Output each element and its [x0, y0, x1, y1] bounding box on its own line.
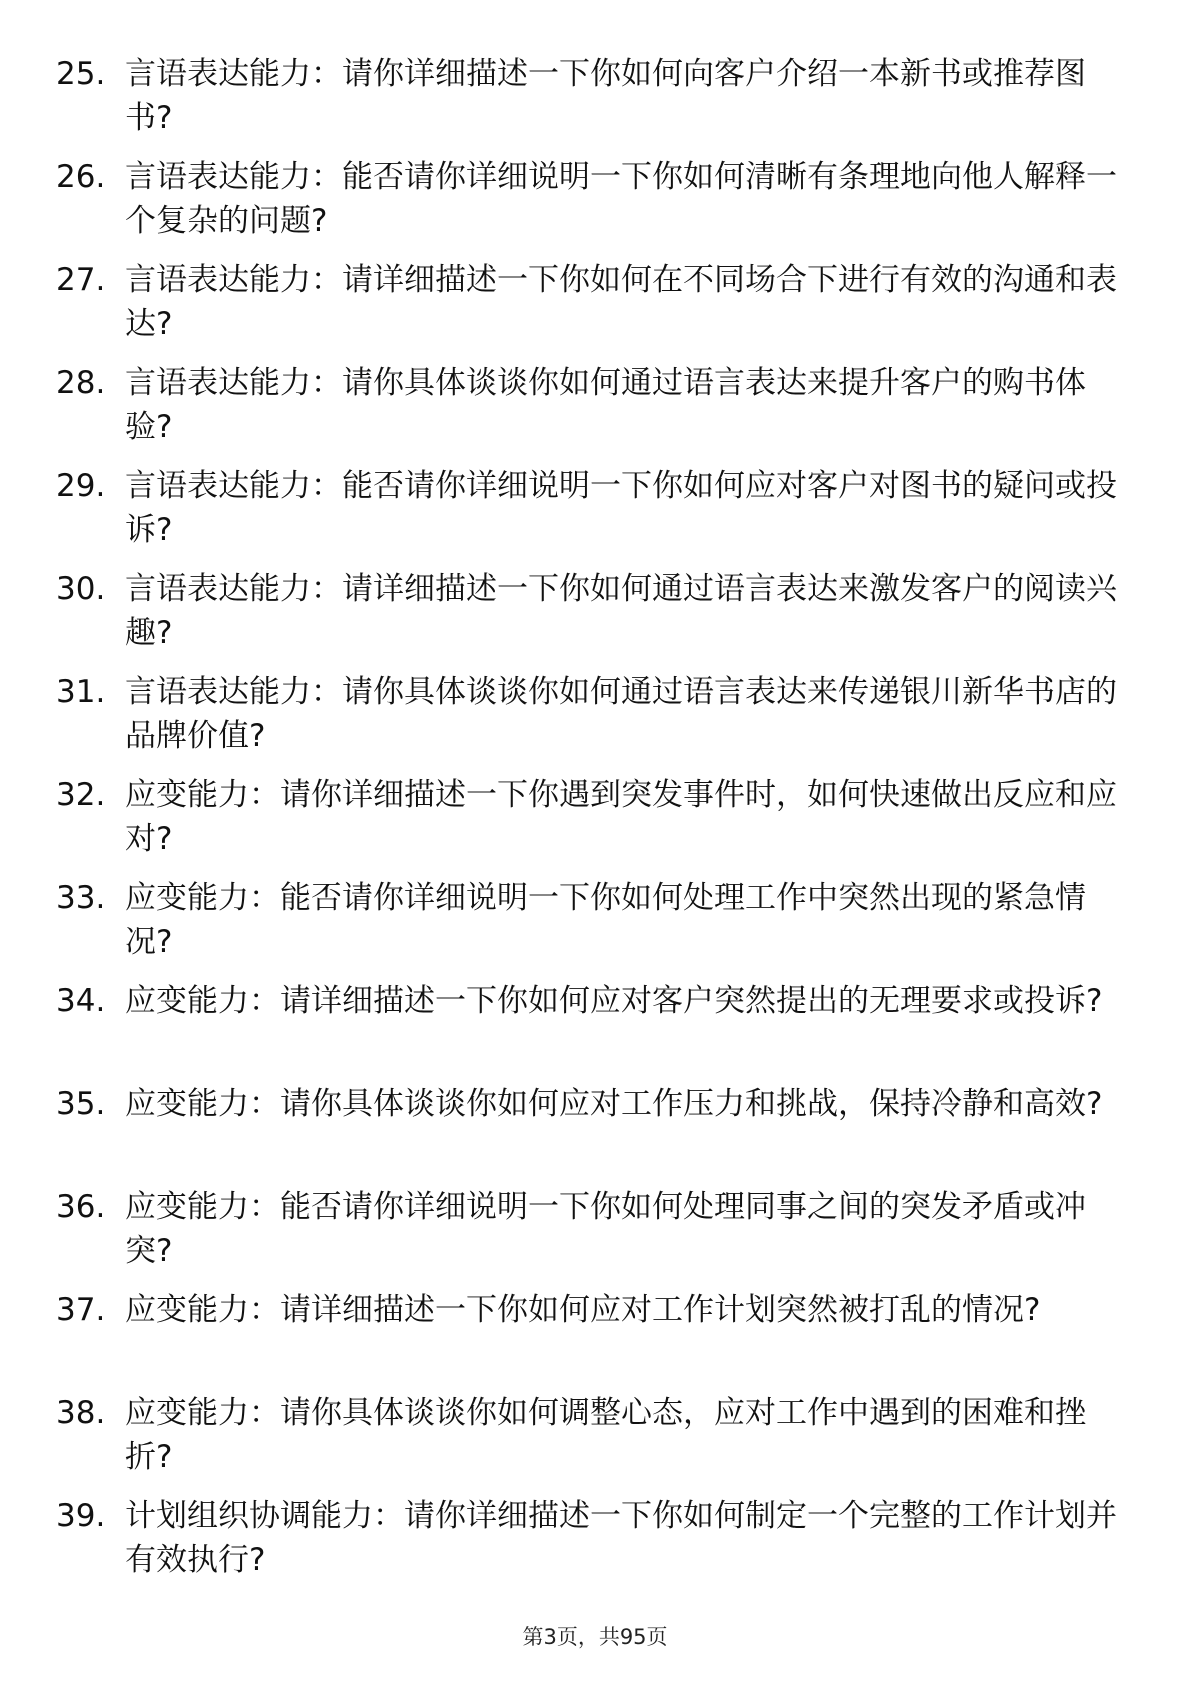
question-item — [0, 258, 1190, 361]
question-text: 应变能力：请详细描述一下你如何应对客户突然提出的无理要求或投诉? — [125, 983, 1103, 1019]
question-number: 30. — [56, 571, 106, 607]
question-number: 27. — [56, 262, 106, 298]
question-number: 25. — [56, 56, 106, 92]
question-item — [0, 979, 1190, 1082]
question-item — [0, 567, 1190, 670]
question-text: 言语表达能力：请你详细描述一下你如何向客户介绍一本新书或推荐图书? — [125, 56, 1086, 136]
question-text: 言语表达能力：请你具体谈谈你如何通过语言表达来提升客户的购书体验? — [125, 365, 1086, 445]
question-number: 38. — [56, 1395, 106, 1431]
page-footer — [0, 1621, 1190, 1651]
question-item — [0, 52, 1190, 155]
question-text: 言语表达能力：能否请你详细说明一下你如何清晰有条理地向他人解释一个复杂的问题? — [125, 159, 1117, 239]
question-item — [0, 155, 1190, 258]
question-number: 37. — [56, 1292, 106, 1328]
question-item — [0, 361, 1190, 464]
question-number: 36. — [56, 1189, 106, 1225]
question-text: 计划组织协调能力：请你详细描述一下你如何制定一个完整的工作计划并有效执行? — [125, 1498, 1117, 1578]
question-text: 言语表达能力：能否请你详细说明一下你如何应对客户对图书的疑问或投诉? — [125, 468, 1117, 548]
question-item — [0, 773, 1190, 876]
page-number-label: 第3页，共95页 — [522, 1625, 668, 1649]
question-number: 33. — [56, 880, 106, 916]
question-list — [0, 52, 1190, 1597]
question-number: 31. — [56, 674, 106, 710]
question-text: 应变能力：能否请你详细说明一下你如何处理工作中突然出现的紧急情况? — [125, 880, 1086, 960]
question-number: 28. — [56, 365, 106, 401]
question-text: 应变能力：请你详细描述一下你遇到突发事件时，如何快速做出反应和应对? — [125, 777, 1117, 857]
question-item — [0, 1082, 1190, 1185]
question-text: 应变能力：能否请你详细说明一下你如何处理同事之间的突发矛盾或冲突? — [125, 1189, 1086, 1269]
question-text: 言语表达能力：请你具体谈谈你如何通过语言表达来传递银川新华书店的品牌价值? — [125, 674, 1117, 754]
question-number: 29. — [56, 468, 106, 504]
question-text: 应变能力：请你具体谈谈你如何应对工作压力和挑战，保持冷静和高效? — [125, 1086, 1103, 1122]
question-text: 言语表达能力：请详细描述一下你如何通过语言表达来激发客户的阅读兴趣? — [125, 571, 1117, 651]
question-item — [0, 1288, 1190, 1391]
question-number: 39. — [56, 1498, 106, 1534]
question-number: 26. — [56, 159, 106, 195]
question-item — [0, 1494, 1190, 1597]
question-item — [0, 464, 1190, 567]
question-text: 应变能力：请你具体谈谈你如何调整心态，应对工作中遇到的困难和挫折? — [125, 1395, 1086, 1475]
question-text: 应变能力：请详细描述一下你如何应对工作计划突然被打乱的情况? — [125, 1292, 1041, 1328]
question-item — [0, 670, 1190, 773]
question-item — [0, 1391, 1190, 1494]
question-item — [0, 876, 1190, 979]
question-number: 32. — [56, 777, 106, 813]
question-item — [0, 1185, 1190, 1288]
question-text: 言语表达能力：请详细描述一下你如何在不同场合下进行有效的沟通和表达? — [125, 262, 1117, 342]
question-number: 34. — [56, 983, 106, 1019]
question-number: 35. — [56, 1086, 106, 1122]
